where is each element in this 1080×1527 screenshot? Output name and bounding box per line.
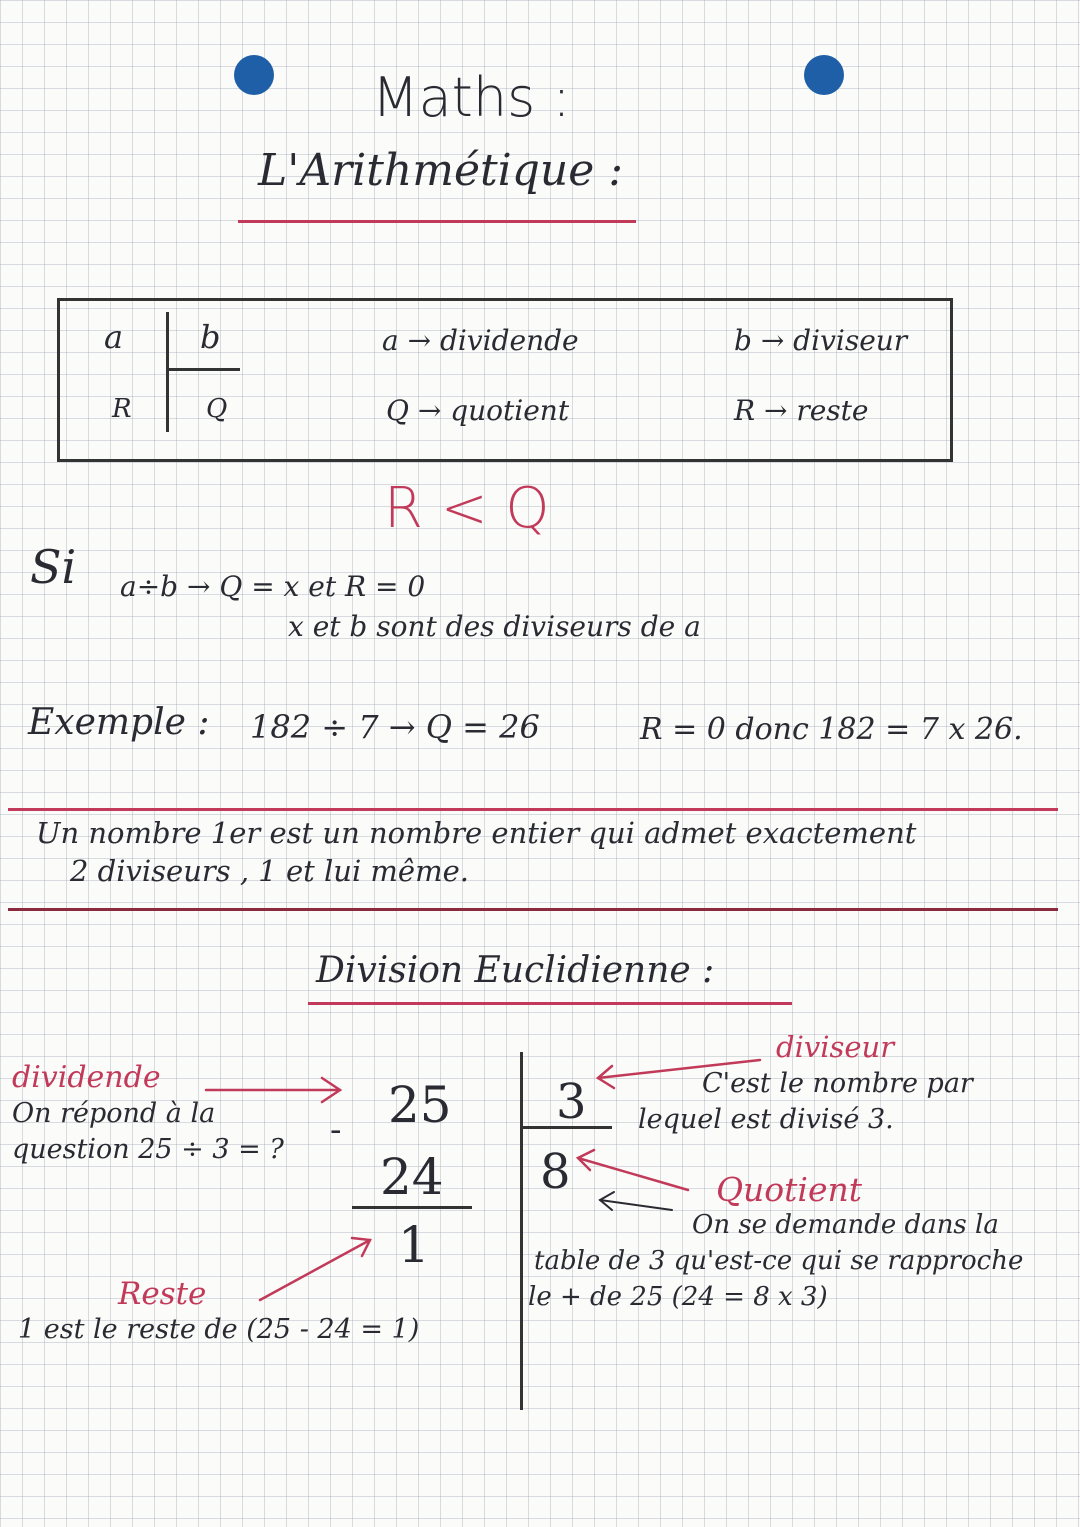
quotient-note-2: table de 3 qu'est-ce qui se rapproche: [534, 1246, 1024, 1276]
prime-line-1: Un nombre 1er est un nombre entier qui admet exactement: [36, 816, 917, 850]
title-line-1: Maths :: [372, 66, 571, 129]
quotient-arrow: [578, 1158, 688, 1190]
def-quotient: Q → quotient: [386, 394, 570, 427]
def-diviseur: b → diviseur: [734, 324, 908, 357]
quotient-label: Quotient: [716, 1170, 863, 1209]
dividend-label: dividende: [12, 1060, 161, 1095]
example-label: Exemple :: [28, 702, 210, 743]
quotient-note-3: le + de 25 (24 = 8 x 3): [528, 1282, 828, 1312]
remainder-arrow: [260, 1240, 370, 1300]
grid-b: b: [200, 318, 221, 356]
quotient-note-1: On se demande dans la: [692, 1210, 999, 1240]
title-line-2: L'Arithmétique :: [258, 145, 624, 196]
prime-line-2: 2 diviseurs , 1 et lui même.: [70, 854, 469, 888]
property-conclusion: x et b sont des diviseurs de a: [288, 610, 701, 643]
example-result: R = 0 donc 182 = 7 x 26.: [640, 712, 1023, 747]
dividend-value: 25: [388, 1076, 452, 1134]
dividend-note-2: question 25 ÷ 3 = ?: [12, 1134, 284, 1165]
remainder-note: 1 est le reste de (25 - 24 = 1): [18, 1314, 420, 1345]
rule-r-less-q: R < Q: [384, 476, 550, 541]
remainder-label: Reste: [118, 1276, 207, 1312]
property-si: Si: [30, 540, 77, 594]
dividend-note-1: On répond à la: [12, 1098, 216, 1129]
subtract-sign: -: [330, 1110, 342, 1150]
grid-q: Q: [206, 394, 228, 424]
property-condition: a÷b → Q = x et R = 0: [120, 570, 426, 603]
remainder-value: 1: [398, 1216, 430, 1274]
divisor-arrow: [598, 1060, 760, 1078]
grid-r: R: [112, 394, 132, 424]
example-calc: 182 ÷ 7 → Q = 26: [250, 708, 540, 746]
divisor-note-1: C'est le nombre par: [702, 1068, 973, 1099]
divisor-value: 3: [556, 1074, 587, 1130]
grid-a: a: [104, 318, 124, 356]
divisor-label: diviseur: [776, 1030, 895, 1064]
quotient-value: 8: [540, 1144, 571, 1200]
product-value: 24: [380, 1148, 444, 1206]
euclid-heading: Division Euclidienne :: [316, 950, 715, 991]
divisor-note-2: lequel est divisé 3.: [638, 1104, 894, 1135]
def-dividende: a → dividende: [382, 324, 579, 357]
def-reste: R → reste: [734, 394, 869, 427]
